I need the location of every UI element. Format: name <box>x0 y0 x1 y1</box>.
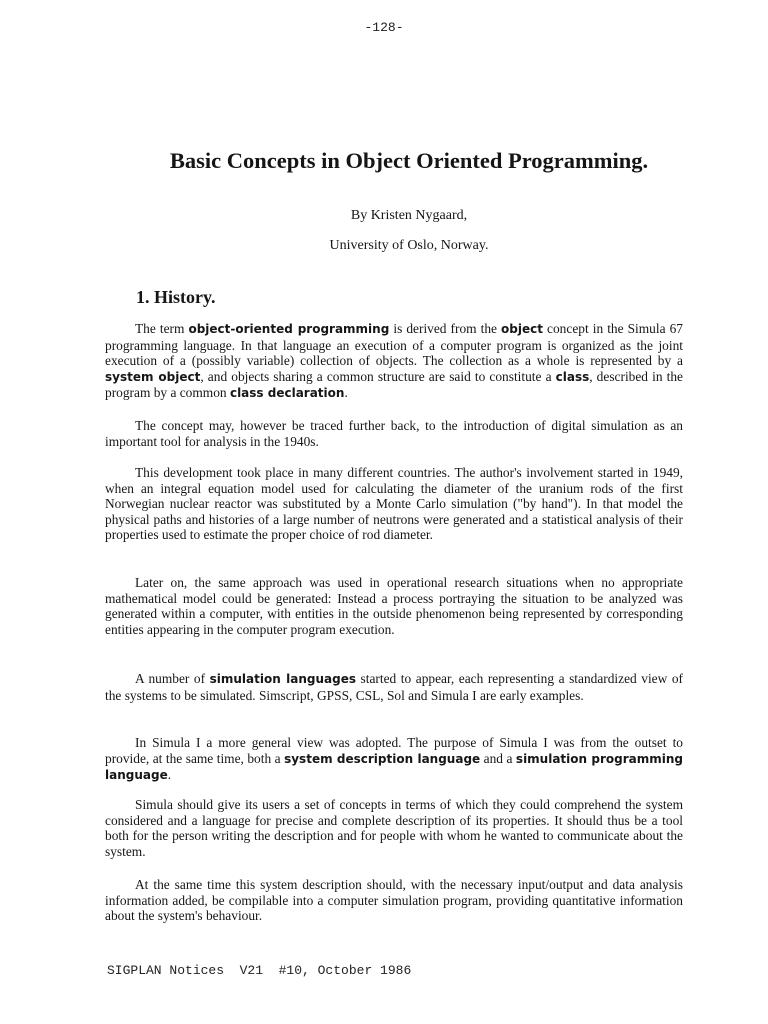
body-paragraph <box>105 418 683 449</box>
bold-term: simulation programming language <box>105 751 683 783</box>
bold-term: object <box>501 322 543 336</box>
affiliation-line: University of Oslo, Norway. <box>329 238 489 253</box>
paper-title: Basic Concepts in Object Oriented Programming. <box>169 148 649 173</box>
paragraph-text: Later on, the same approach was used in operational research situations when no appropriate mathematical model could be generated: Instead a process portraying the situation to be analyzed was generated within a computer, with entities in the outside phenomenon being represented by corresponding entities appearing in the computer program execution. <box>105 575 683 637</box>
body-paragraph <box>105 671 683 703</box>
paragraph-text: started to appear, each representing a standardized view of the systems to be simulated. Simscript, GPSS, CSL, Sol and Simula I are early examples. <box>105 671 683 703</box>
bold-term: object-oriented programming <box>188 322 390 336</box>
paragraph-text: The term <box>135 321 189 336</box>
journal-footer: SIGPLAN Notices V21 #10, October 1986 <box>107 963 412 978</box>
bold-term: class declaration <box>229 386 345 401</box>
paragraph-text: and a <box>480 750 516 766</box>
page-number: -128- <box>364 20 404 35</box>
body-paragraph <box>105 575 683 637</box>
body-paragraph <box>105 797 683 859</box>
section-heading: 1. History. <box>136 287 216 307</box>
paragraph-text: A number of <box>135 671 210 686</box>
paragraph-text: , described in the program by a common <box>105 368 683 401</box>
body-paragraph <box>105 321 683 402</box>
paragraph-text: At the same time this system description should, with the necessary input/output and data analysis information added, be compilable into a computer simulation program, providing quantitative information about the system's behaviour. <box>105 877 683 924</box>
bold-term: class <box>555 369 590 384</box>
paragraph-text: . <box>344 385 348 401</box>
body-paragraph <box>105 465 683 543</box>
paragraph-text: The concept may, however be traced further back, to the introduction of digital simulation as an important tool for analysis in the 1940s. <box>105 418 683 449</box>
paragraph-text: In Simula I a more general view was adopted. The purpose of Simula I was from the outset to provide, at the same time, both a <box>105 735 683 766</box>
paragraph-text: , and objects sharing a common structure are said to constitute a <box>200 368 556 384</box>
author-line: By Kristen Nygaard, <box>350 208 468 223</box>
bold-term: system description language <box>284 751 481 766</box>
body-paragraph <box>105 735 683 784</box>
paragraph-text: This development took place in many different countries. The author's involvement started in 1949, when an integral equation model used for calculating the diameter of the uranium rods of the first Norwegian nuclear reactor was substituted by a Monte Carlo simulation ("by hand"). In that model the physical paths and histories of a large number of neutrons were generated and a statistical analysis of their properties used to estimate the proper choice of rod diameter. <box>105 465 683 543</box>
body-paragraph <box>105 877 683 924</box>
paragraph-text: concept in the Simula 67 programming language. In that language an execution of a computer program is organized as the joint execution of a (possibly variable) collection of objects. The collection as a whole is represented by a <box>105 321 683 369</box>
paragraph-text: is derived from the <box>389 321 502 336</box>
paragraph-text: Simula should give its users a set of concepts in terms of which they could comprehend the system considered and a language for precise and complete description of its properties. It should thus be a tool both for the person writing the description and for people with whom he wanted to communicate about the system. <box>105 797 683 859</box>
bold-term: system object <box>105 369 201 384</box>
bold-term: simulation languages <box>209 672 357 686</box>
paragraph-text: . <box>167 767 172 783</box>
